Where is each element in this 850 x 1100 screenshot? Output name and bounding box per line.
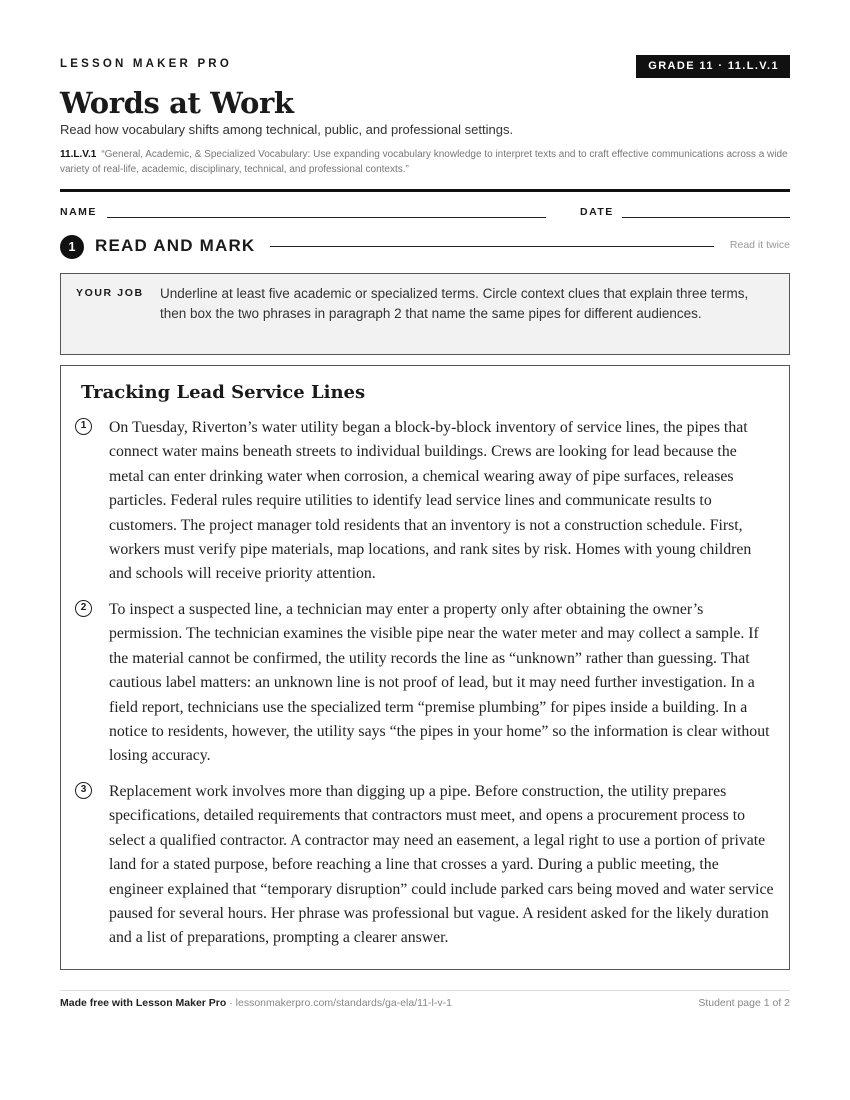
brand-row xyxy=(60,55,790,79)
task-instructions: Underline at least five academic or specialized terms. Circle context clues that explain three terms, then box the two phrases in paragraph 2 that name the same pipes for different audiences. xyxy=(160,286,749,321)
paragraph-number: 1 xyxy=(75,418,92,435)
section-header xyxy=(60,234,790,258)
name-field[interactable] xyxy=(107,217,546,218)
name-label: NAME xyxy=(60,206,97,218)
paragraph-text: Replacement work involves more than digging up a pipe. Before construction, the utility prepares specifications, detailed requirements that contractors must meet, and opens a procurement process to select a qualified contractor. A contractor may need an easement, a legal right to use a portion of private land for a stated purpose, before reaching a line that crosses a yard. During a public meeting, the engineer explained that “temporary disruption” could include parked cars being moved and water service paused for several hours. Her phrase was professional but vague. A resident asked for the likely duration and a list of preparations, prompting a clearer answer. xyxy=(109,783,774,947)
standard-text: “General, Academic, & Specialized Vocabulary: Use expanding vocabulary knowledge to interpret texts and to craft effective communications across a wide variety of real-life, academic, disciplinary, technical, and professional contexts.” xyxy=(60,149,788,175)
footer-credit: Made free with Lesson Maker Pro xyxy=(60,997,227,1009)
date-field[interactable] xyxy=(622,217,790,218)
worksheet-subtitle: Read how vocabulary shifts among technical, public, and professional settings. xyxy=(60,122,514,137)
section-title: READ AND MARK xyxy=(95,236,256,255)
page-number: Student page 1 of 2 xyxy=(698,997,790,1009)
student-fields xyxy=(60,206,790,222)
passage-title: Tracking Lead Service Lines xyxy=(81,382,366,403)
paragraph-1 xyxy=(75,416,775,587)
standard-code: 11.L.V.1 xyxy=(60,149,97,160)
header-divider xyxy=(60,189,790,192)
task-box xyxy=(60,273,790,355)
section-rule xyxy=(270,246,714,247)
paragraph-number: 2 xyxy=(75,600,92,617)
section-hint: Read it twice xyxy=(729,239,790,251)
date-label: DATE xyxy=(580,206,614,218)
paragraph-2 xyxy=(75,598,775,769)
brand-name: LESSON MAKER PRO xyxy=(60,58,232,70)
paragraph-text: To inspect a suspected line, a technician may enter a property only after obtaining the owner’s permission. The technician examines the visible pipe near the water meter and may collect a sample. If the material cannot be confirmed, the utility records the line as “unknown” rather than guessing. That cautious label matters: an unknown line is not proof of lead, but it may need further investigation. In a field report, technicians use the specialized term “premise plumbing” for pipes inside a building. In a notice to residents, however, the utility says “the pipes in your home” so the information is clear without losing accuracy. xyxy=(109,601,770,765)
section-number-badge: 1 xyxy=(60,235,84,259)
grade-badge: GRADE 11 · 11.L.V.1 xyxy=(636,55,790,78)
footer-url[interactable]: · lessonmakerpro.com/standards/ga-ela/11-l-v-1 xyxy=(226,997,452,1009)
reading-passage xyxy=(60,365,790,970)
footer xyxy=(60,997,790,1009)
task-label: YOUR JOB xyxy=(76,287,144,299)
footer-divider xyxy=(60,990,790,991)
paragraph-number: 3 xyxy=(75,782,92,799)
paragraph-text: On Tuesday, Riverton’s water utility began a block-by-block inventory of service lines, the pipes that connect water mains beneath streets to individual buildings. Crews are looking for lead because the metal can enter drinking water when corrosion, a chemical wearing away of pipe surfaces, releases particles. Federal rules require utilities to identify lead service lines and communicate results to customers. The project manager told residents that an inventory is not a construction schedule. First, workers must verify pipe materials, map locations, and rank sites by risk. Homes with young children and schools will receive priority attention. xyxy=(109,419,752,583)
worksheet-title: Words at Work xyxy=(60,86,294,120)
standard-description xyxy=(60,147,790,177)
paragraph-3 xyxy=(75,780,775,951)
